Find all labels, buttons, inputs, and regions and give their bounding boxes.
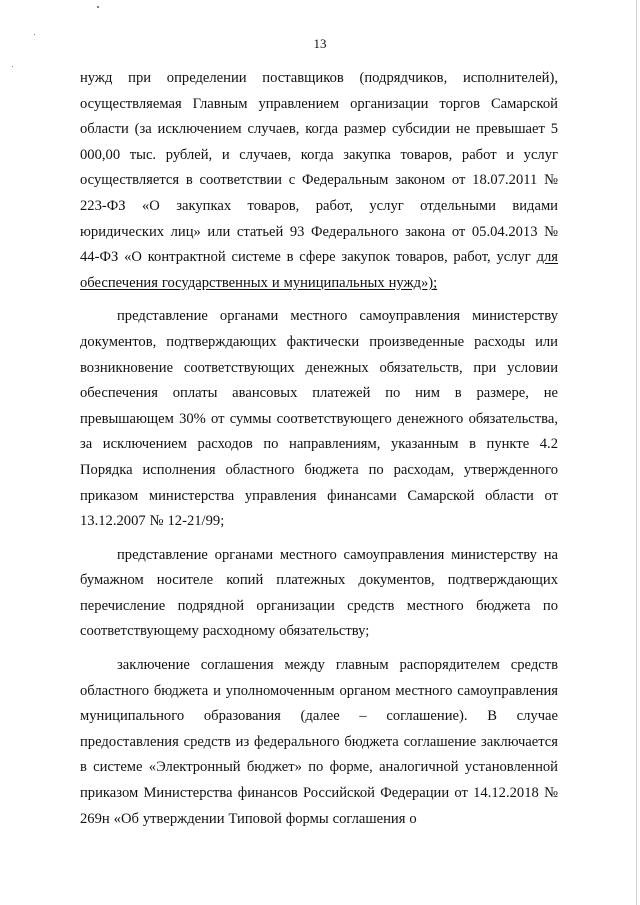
paragraph-3: представление органами местного самоуправления министерству на бумажном носителе копий платежных документов, подтверждающих перечисление подрядной организации средств местного бюджета по соответствующему расходному обязательству; xyxy=(80,546,558,640)
paragraph-1-text: нужд при определении поставщиков (подрядчиков, исполнителей), осуществляемая Главным управлением организации торгов Самарской области (за исключением случаев, когда размер субсидии не превышает 5 000,00 тыс. рублей, и случаев, когда закупка товаров, работ и услуг осуществляется в соответствии с Федеральным законом от 18.07.2011 № 223-ФЗ «О закупках товаров, работ, услуг отдельными видами юридических лиц» или статьей 93 Федерального закона от 05.04.2013 № 44-ФЗ «О контрактной системе в сфере закупок товаров, работ, услуг xyxy=(80,70,558,266)
scan-speck xyxy=(34,34,35,35)
scan-speck xyxy=(12,66,13,67)
scan-edge xyxy=(636,0,637,905)
document-body xyxy=(80,66,558,832)
paragraph-1-underlined-text: для обеспечения государственных и муниципальных нужд»); xyxy=(80,249,558,291)
paragraph-2: представление органами местного самоуправления министерству документов, подтверждающих фактически произведенные расходы или возникновение соответствующих денежных обязательств, при условии обеспечения оплаты авансовых платежей по ним в размере, не превышающем 30% от суммы соответствующего денежного обязательства, за исключением расходов по направлениям, указанным в пункте 4.2 Порядка исполнения областного бюджета по расходам, утвержденного приказом министерства управления финансами Самарской области от 13.12.2007 № 12-21/99; xyxy=(80,308,558,530)
paragraph-4: заключение соглашения между главным распорядителем средств областного бюджета и уполномоченным органом местного самоуправления муниципального образования (далее – соглашение). В случае предоставления средств из федерального бюджета соглашение заключается в системе «Электронный бюджет» по форме, аналогичной установленной приказом Министерства финансов Российской Федерации от 14.12.2018 № 269н «Об утверждении Типовой формы соглашения о xyxy=(80,657,558,827)
scan-speck xyxy=(97,6,99,8)
paragraph-1 xyxy=(80,66,558,296)
page-number: 13 xyxy=(313,36,327,51)
